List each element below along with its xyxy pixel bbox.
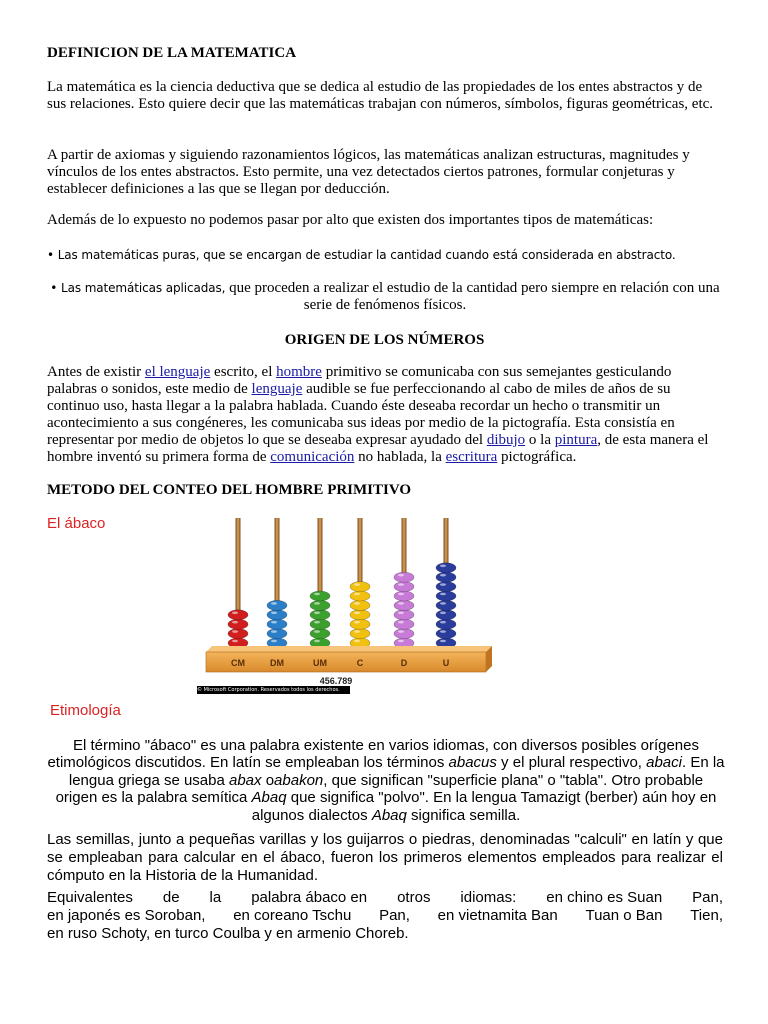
paragraph-definicion: La matemática es la ciencia deductiva que se dedica al estudio de las propiedades de los entes abstractos y de sus relaciones. Esto quiere decir que las matemáticas trabajan con números, símbolos, figuras geométricas, etc. — [47, 79, 714, 112]
abacus-bead — [267, 610, 287, 620]
term-abax: abax — [229, 771, 262, 789]
bead-highlight — [232, 640, 238, 643]
abacus-bead — [436, 563, 456, 573]
eq-word: en coreano Tschu — [233, 907, 352, 924]
bead-highlight — [398, 593, 404, 596]
bead-highlight — [440, 583, 446, 586]
bead-highlight — [440, 621, 446, 624]
bead-highlight — [398, 621, 404, 624]
abacus-bead — [350, 582, 370, 592]
bullet-aplicadas-text: que proceden a realizar el estudio de la cantidad pero siempre en relación con una serie de fenómenos físicos. — [229, 280, 720, 313]
etym-text-1: El término "ábaco" es una palabra existente en varios idiomas, con diversos posibles orígenes etimológicos discutidos. En latín se empleaban los términos — [47, 737, 699, 772]
link-pintura[interactable]: pintura — [554, 432, 598, 448]
bead-highlight — [398, 640, 404, 643]
etym-text-3: . En la lengua griega se usaba — [68, 754, 725, 789]
term-abaq-2: Abaq — [371, 806, 407, 824]
eq-word: Equivalentes — [47, 889, 133, 906]
abacus-bead — [228, 619, 248, 629]
term-abaq: Abaq — [251, 789, 287, 807]
abacus-bead — [310, 600, 330, 610]
abacus-bead — [267, 619, 287, 629]
etym-text-6: que significa "polvo". En la lengua Tamazigt (berber) aún hoy en algunos dialectos — [251, 789, 717, 824]
link-el-lenguaje[interactable]: el lenguaje — [144, 364, 211, 380]
abacus-bead — [436, 629, 456, 639]
link-hombre[interactable]: hombre — [276, 364, 322, 380]
eq-word: Pan, — [379, 907, 410, 924]
bead-highlight — [440, 630, 446, 633]
link-escritura[interactable]: escritura — [445, 449, 498, 465]
origen-title: ORIGEN DE LOS NÚMEROS — [284, 332, 485, 348]
bead-highlight — [314, 602, 320, 605]
term-abacus: abacus — [448, 754, 497, 772]
bead-highlight — [232, 621, 238, 624]
abacus-bead — [394, 619, 414, 629]
bead-highlight — [440, 602, 446, 605]
etym-text-5: , que significan "superficie plana" o "tabla". Otro probable origen es la palabra semítica — [55, 771, 704, 807]
origen-text-3: primitivo se comunicaba con sus semejantes gesticulando palabras o sonidos, este medio de — [47, 364, 672, 397]
abacus-label: C — [356, 658, 364, 668]
abacus-bead — [436, 600, 456, 610]
abacus-bead — [350, 610, 370, 620]
abacus-bead — [436, 582, 456, 592]
bead-highlight — [398, 602, 404, 605]
bead-highlight — [271, 602, 277, 605]
bead-highlight — [440, 593, 446, 596]
etym-text-7: significa semilla. — [406, 806, 521, 824]
bead-highlight — [398, 583, 404, 586]
bead-highlight — [354, 583, 360, 586]
abacus-bead — [267, 600, 287, 610]
abacus-number: 456.789 — [319, 676, 353, 686]
eq-word: Pan, — [692, 889, 723, 906]
link-lenguaje[interactable]: lenguaje — [251, 381, 303, 397]
eq-word: la — [209, 889, 222, 906]
origen-text-7: no hablada, la — [354, 449, 446, 465]
abacus-label: CM — [231, 658, 245, 668]
bead-highlight — [314, 612, 320, 615]
bullet-matematicas-aplicadas — [50, 280, 720, 314]
abacus-bead — [436, 619, 456, 629]
origen-text-8: pictográfica. — [497, 449, 577, 465]
etym-text-2: y el plural respectivo, — [496, 754, 647, 772]
term-abakon: abakon — [274, 771, 324, 789]
abacus-bead — [267, 629, 287, 639]
eq-word: otros — [397, 889, 431, 906]
bullet-aplicadas-lead: • Las matemáticas aplicadas, — [50, 281, 230, 295]
abacus-bead — [436, 572, 456, 582]
abacus-bead — [310, 610, 330, 620]
abacus-bead — [350, 591, 370, 601]
bead-highlight — [354, 612, 360, 615]
bead-highlight — [232, 612, 238, 615]
bead-highlight — [440, 612, 446, 615]
bead-highlight — [271, 630, 277, 633]
paragraph-equivalentes — [47, 889, 723, 943]
eq-word: Tuan o Ban — [585, 907, 663, 924]
abacus-label: UM — [313, 658, 327, 668]
abacus-bead — [310, 619, 330, 629]
bead-highlight — [314, 593, 320, 596]
abaco-heading: El ábaco — [47, 515, 106, 532]
bead-highlight — [354, 621, 360, 624]
metodo-conteo-title: METODO DEL CONTEO DEL HOMBRE PRIMITIVO — [47, 482, 412, 498]
origen-text-5: o la — [525, 432, 555, 448]
origen-text-1: Antes de existir — [47, 364, 145, 380]
abacus-bead — [394, 629, 414, 639]
origen-text-6: , de esta manera el hombre inventó su primera forma de — [47, 432, 709, 465]
origen-text-2: escrito, el — [210, 364, 277, 380]
etimologia-heading: Etimología — [50, 702, 121, 719]
bead-highlight — [354, 593, 360, 596]
abacus-bead — [394, 591, 414, 601]
equivalentes-line-2 — [47, 907, 723, 925]
abacus-bead — [394, 582, 414, 592]
paragraph-tipos: Además de lo expuesto no podemos pasar por alto que existen dos importantes tipos de matemáticas: — [47, 212, 654, 228]
paragraph-semillas: Las semillas, junto a pequeñas varillas y los guijarros o piedras, denominadas "calculi" en latín y que se empleaban para calcular en el ábaco, fueron los primeros elementos empleados para realizar el cómputo en la Historia de la Humanidad. — [47, 831, 723, 884]
abacus-bead — [394, 572, 414, 582]
abacus-bead — [310, 629, 330, 639]
definicion-title: DEFINICION DE LA MATEMATICA — [47, 45, 297, 61]
eq-word: en japonés es Soroban, — [47, 907, 206, 924]
paragraph-axiomas: A partir de axiomas y siguiendo razonamientos lógicos, las matemáticas analizan estructuras, magnitudes y vínculos de los entes abstractos. Esto permite, una vez detectados ciertos patrones, formular conjeturas y establecer definiciones a las que se llegan por deducción. — [47, 147, 690, 197]
bead-highlight — [398, 612, 404, 615]
equivalentes-line-1 — [47, 889, 723, 907]
abacus-label: U — [442, 658, 450, 668]
bead-highlight — [354, 630, 360, 633]
bead-highlight — [354, 602, 360, 605]
abacus-bead — [310, 591, 330, 601]
bead-highlight — [271, 621, 277, 624]
eq-word: palabra ábaco en — [251, 889, 368, 906]
bead-highlight — [354, 640, 360, 643]
bead-highlight — [232, 630, 238, 633]
etym-text-4: o — [261, 771, 275, 789]
paragraph-origen — [47, 364, 722, 466]
origen-text-4: audible se fue perfeccionando al cabo de miles de años de su continuo uso, hasta llegar a la palabra hablada. Cuando éste deseaba recordar un hecho o transmitir un acontecimiento a sus congéneres, les comunicaba sus ideas por medio de la pictografía. Esta consistía en representar por medio de objetos lo que se deseaba expresar ayudado del — [47, 381, 675, 448]
bullet-matematicas-puras: • Las matemáticas puras, que se encargan de estudiar la cantidad cuando está considerada en abstracto. — [47, 248, 676, 262]
eq-word: en vietnamita Ban — [437, 907, 558, 924]
abacus-bead — [350, 600, 370, 610]
bead-highlight — [314, 640, 320, 643]
abacus-bead — [228, 610, 248, 620]
abacus-bead — [436, 610, 456, 620]
abacus-bead — [394, 610, 414, 620]
bead-highlight — [398, 630, 404, 633]
bead-highlight — [314, 630, 320, 633]
bead-highlight — [398, 574, 404, 577]
abacus-bead — [436, 591, 456, 601]
link-comunicacion[interactable]: comunicación — [270, 449, 355, 465]
eq-word: en chino es Suan — [546, 889, 663, 906]
bead-highlight — [440, 640, 446, 643]
bead-highlight — [271, 640, 277, 643]
abacus-bead — [394, 600, 414, 610]
abacus-bead — [350, 629, 370, 639]
bead-highlight — [271, 612, 277, 615]
eq-word: de — [162, 889, 180, 906]
link-dibujo[interactable]: dibujo — [486, 432, 526, 448]
bead-highlight — [440, 565, 446, 568]
bead-highlight — [314, 621, 320, 624]
abacus-figure — [196, 512, 496, 697]
eq-word: Tien, — [690, 907, 723, 924]
equivalentes-line-3: en ruso Schoty, en turco Coulba y en armenio Choreb. — [47, 925, 409, 942]
abacus-bead — [350, 619, 370, 629]
copyright-notice: © Microsoft Corporation. Reservados todos los derechos. — [197, 686, 350, 694]
abacus-bead — [228, 629, 248, 639]
bead-highlight — [440, 574, 446, 577]
abacus-label: D — [400, 658, 408, 668]
term-abaci: abaci — [646, 754, 682, 772]
eq-word: idiomas: — [460, 889, 517, 906]
abacus-image — [196, 512, 496, 697]
abacus-label: DM — [270, 658, 284, 668]
paragraph-etimologia — [47, 737, 725, 824]
